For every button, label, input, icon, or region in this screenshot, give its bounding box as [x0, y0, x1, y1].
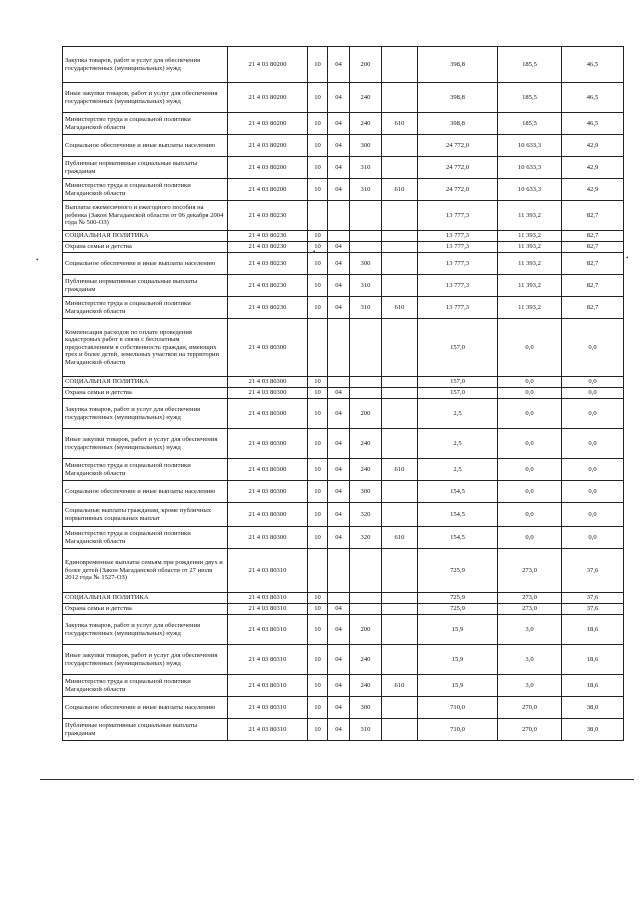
- row-target-code: 21 4 03 80310: [228, 697, 308, 719]
- table-row: [63, 297, 624, 319]
- row-percent: 46,5: [562, 83, 624, 113]
- row-section: [308, 549, 328, 593]
- row-subsection: 04: [328, 275, 350, 297]
- row-plan: 24 772,0: [418, 135, 498, 157]
- row-expense-type: [350, 604, 382, 615]
- row-name: Социальное обеспечение и иные выплаты населению: [63, 135, 228, 157]
- row-fact: 270,0: [498, 697, 562, 719]
- row-fact: 0,0: [498, 503, 562, 527]
- table-row: [63, 481, 624, 503]
- row-target-code: 21 4 03 80200: [228, 135, 308, 157]
- row-fact: 11 393,2: [498, 231, 562, 242]
- row-administrator: [382, 615, 418, 645]
- table-row: [63, 377, 624, 388]
- table-row: [63, 47, 624, 83]
- row-target-code: 21 4 03 80310: [228, 549, 308, 593]
- row-section: 10: [308, 157, 328, 179]
- row-fact: 273,0: [498, 549, 562, 593]
- row-fact: 185,5: [498, 47, 562, 83]
- row-target-code: 21 4 03 80310: [228, 604, 308, 615]
- row-administrator: [382, 83, 418, 113]
- row-percent: 38,0: [562, 719, 624, 741]
- row-name: Закупка товаров, работ и услуг для обеспечения государственных (муниципальных) нужд: [63, 399, 228, 429]
- row-target-code: 21 4 03 80200: [228, 113, 308, 135]
- row-subsection: 04: [328, 47, 350, 83]
- table-row: [63, 135, 624, 157]
- row-name: Министерство труда и социальной политики Магаданской области: [63, 527, 228, 549]
- row-section: [308, 201, 328, 231]
- row-percent: 0,0: [562, 481, 624, 503]
- row-target-code: 21 4 03 80230: [228, 231, 308, 242]
- row-expense-type: 200: [350, 399, 382, 429]
- row-name: Социальные выплаты гражданам, кроме публичных нормативных социальных выплат: [63, 503, 228, 527]
- row-name: Охрана семьи и детства: [63, 242, 228, 253]
- table-row: [63, 675, 624, 697]
- row-plan: 710,0: [418, 697, 498, 719]
- row-name: Иные закупки товаров, работ и услуг для обеспечения государственных (муниципальных) нужд: [63, 645, 228, 675]
- row-expense-type: 300: [350, 135, 382, 157]
- row-expense-type: [350, 377, 382, 388]
- row-administrator: [382, 319, 418, 377]
- table-row: [63, 253, 624, 275]
- row-administrator: [382, 604, 418, 615]
- row-fact: 0,0: [498, 459, 562, 481]
- row-target-code: 21 4 03 80310: [228, 645, 308, 675]
- row-subsection: 04: [328, 503, 350, 527]
- row-section: 10: [308, 645, 328, 675]
- row-percent: 0,0: [562, 429, 624, 459]
- row-administrator: 610: [382, 113, 418, 135]
- row-target-code: 21 4 03 80200: [228, 157, 308, 179]
- row-target-code: 21 4 03 80200: [228, 47, 308, 83]
- row-name: Социальное обеспечение и иные выплаты населению: [63, 697, 228, 719]
- row-target-code: 21 4 03 80230: [228, 297, 308, 319]
- row-name: Министерство труда и социальной политики Магаданской области: [63, 179, 228, 201]
- scan-speck: •: [313, 248, 316, 256]
- row-fact: 0,0: [498, 429, 562, 459]
- row-fact: 185,5: [498, 83, 562, 113]
- table-row: [63, 719, 624, 741]
- table-row: [63, 83, 624, 113]
- row-section: 10: [308, 179, 328, 201]
- row-plan: 13 777,3: [418, 297, 498, 319]
- row-fact: 11 393,2: [498, 297, 562, 319]
- row-target-code: 21 4 03 80300: [228, 459, 308, 481]
- row-name: Министерство труда и социальной политики Магаданской области: [63, 459, 228, 481]
- row-section: 10: [308, 253, 328, 275]
- table-row: [63, 549, 624, 593]
- row-section: 10: [308, 697, 328, 719]
- row-expense-type: [350, 549, 382, 593]
- row-section: 10: [308, 242, 328, 253]
- row-administrator: [382, 275, 418, 297]
- row-fact: 0,0: [498, 319, 562, 377]
- scan-speck: •: [36, 256, 39, 264]
- row-section: 10: [308, 527, 328, 549]
- row-percent: 46,5: [562, 113, 624, 135]
- row-percent: 0,0: [562, 388, 624, 399]
- row-subsection: 04: [328, 719, 350, 741]
- row-section: 10: [308, 459, 328, 481]
- page-bottom-rule: [40, 779, 634, 780]
- row-fact: 11 393,2: [498, 253, 562, 275]
- row-name: Министерство труда и социальной политики Магаданской области: [63, 297, 228, 319]
- row-plan: 2,5: [418, 459, 498, 481]
- row-target-code: 21 4 03 80200: [228, 83, 308, 113]
- row-administrator: [382, 645, 418, 675]
- row-percent: 18,6: [562, 675, 624, 697]
- table-row: [63, 593, 624, 604]
- row-target-code: 21 4 03 80310: [228, 675, 308, 697]
- row-name: Министерство труда и социальной политики Магаданской области: [63, 675, 228, 697]
- row-plan: 154,5: [418, 527, 498, 549]
- row-name: Социальное обеспечение и иные выплаты населению: [63, 481, 228, 503]
- row-subsection: 04: [328, 459, 350, 481]
- row-fact: 0,0: [498, 399, 562, 429]
- row-subsection: 04: [328, 179, 350, 201]
- row-target-code: 21 4 03 80300: [228, 429, 308, 459]
- row-section: 10: [308, 481, 328, 503]
- row-administrator: [382, 231, 418, 242]
- row-percent: 37,6: [562, 593, 624, 604]
- row-target-code: 21 4 03 80300: [228, 319, 308, 377]
- row-fact: 0,0: [498, 481, 562, 503]
- table-row: [63, 157, 624, 179]
- row-plan: 710,0: [418, 719, 498, 741]
- row-administrator: [382, 593, 418, 604]
- row-plan: 154,5: [418, 481, 498, 503]
- row-target-code: 21 4 03 80300: [228, 527, 308, 549]
- row-target-code: 21 4 03 80300: [228, 388, 308, 399]
- table-row: [63, 604, 624, 615]
- row-percent: 18,6: [562, 615, 624, 645]
- row-plan: 13 777,3: [418, 231, 498, 242]
- row-fact: 10 633,3: [498, 179, 562, 201]
- row-subsection: 04: [328, 253, 350, 275]
- row-section: 10: [308, 593, 328, 604]
- row-expense-type: 240: [350, 83, 382, 113]
- row-expense-type: 240: [350, 459, 382, 481]
- row-name: Закупка товаров, работ и услуг для обеспечения государственных (муниципальных) нужд: [63, 615, 228, 645]
- row-percent: 82,7: [562, 242, 624, 253]
- row-section: 10: [308, 297, 328, 319]
- row-plan: 725,9: [418, 604, 498, 615]
- row-administrator: [382, 429, 418, 459]
- row-plan: 154,5: [418, 503, 498, 527]
- row-name: СОЦИАЛЬНАЯ ПОЛИТИКА: [63, 377, 228, 388]
- row-fact: 3,0: [498, 675, 562, 697]
- row-subsection: 04: [328, 388, 350, 399]
- row-plan: 13 777,3: [418, 253, 498, 275]
- row-percent: 0,0: [562, 459, 624, 481]
- row-percent: 82,7: [562, 201, 624, 231]
- table-row: [63, 645, 624, 675]
- row-name: Министерство труда и социальной политики Магаданской области: [63, 113, 228, 135]
- row-fact: 185,5: [498, 113, 562, 135]
- row-administrator: 610: [382, 297, 418, 319]
- row-expense-type: [350, 201, 382, 231]
- row-name: Иные закупки товаров, работ и услуг для обеспечения государственных (муниципальных) нужд: [63, 429, 228, 459]
- row-subsection: [328, 593, 350, 604]
- row-subsection: 04: [328, 429, 350, 459]
- row-section: 10: [308, 429, 328, 459]
- table-row: [63, 429, 624, 459]
- row-name: СОЦИАЛЬНАЯ ПОЛИТИКА: [63, 593, 228, 604]
- row-subsection: 04: [328, 297, 350, 319]
- row-percent: 82,7: [562, 275, 624, 297]
- row-plan: 15,9: [418, 645, 498, 675]
- row-expense-type: [350, 388, 382, 399]
- row-expense-type: 310: [350, 719, 382, 741]
- row-expense-type: 200: [350, 47, 382, 83]
- row-administrator: [382, 157, 418, 179]
- row-fact: 0,0: [498, 388, 562, 399]
- row-administrator: [382, 399, 418, 429]
- row-fact: 0,0: [498, 527, 562, 549]
- row-section: 10: [308, 275, 328, 297]
- row-subsection: 04: [328, 527, 350, 549]
- row-fact: 10 633,3: [498, 157, 562, 179]
- row-percent: 82,7: [562, 297, 624, 319]
- table-row: [63, 399, 624, 429]
- row-target-code: 21 4 03 80230: [228, 201, 308, 231]
- row-name: Единовременные выплаты семьям при рождении двух и более детей (Закон Магаданской области от 27 июля 2012 года № 1527-ОЗ): [63, 549, 228, 593]
- table-row: [63, 113, 624, 135]
- row-section: 10: [308, 675, 328, 697]
- row-expense-type: 240: [350, 429, 382, 459]
- row-fact: 11 393,2: [498, 242, 562, 253]
- row-subsection: 04: [328, 83, 350, 113]
- row-expense-type: 320: [350, 503, 382, 527]
- row-administrator: [382, 135, 418, 157]
- row-target-code: 21 4 03 80300: [228, 481, 308, 503]
- row-name: Компенсация расходов по оплате проведения кадастровых работ в связи с бесплатным предоставлением в собственность граждан, имеющих трех и более детей, земельных участков на территории Магаданской области: [63, 319, 228, 377]
- row-fact: 270,0: [498, 719, 562, 741]
- table-row: [63, 275, 624, 297]
- row-expense-type: 240: [350, 645, 382, 675]
- row-name: Публичные нормативные социальные выплаты гражданам: [63, 719, 228, 741]
- row-target-code: 21 4 03 80230: [228, 275, 308, 297]
- row-administrator: [382, 242, 418, 253]
- row-expense-type: [350, 593, 382, 604]
- table-row: [63, 231, 624, 242]
- row-subsection: 04: [328, 697, 350, 719]
- row-percent: 37,6: [562, 549, 624, 593]
- row-target-code: 21 4 03 80310: [228, 719, 308, 741]
- row-administrator: [382, 549, 418, 593]
- row-subsection: 04: [328, 113, 350, 135]
- row-percent: 38,0: [562, 697, 624, 719]
- row-percent: 0,0: [562, 527, 624, 549]
- row-expense-type: 200: [350, 615, 382, 645]
- row-fact: 10 633,3: [498, 135, 562, 157]
- row-plan: 398,8: [418, 113, 498, 135]
- row-name: СОЦИАЛЬНАЯ ПОЛИТИКА: [63, 231, 228, 242]
- row-name: Социальное обеспечение и иные выплаты населению: [63, 253, 228, 275]
- row-expense-type: [350, 319, 382, 377]
- row-fact: 273,0: [498, 593, 562, 604]
- row-plan: 725,9: [418, 593, 498, 604]
- row-subsection: [328, 377, 350, 388]
- row-target-code: 21 4 03 80230: [228, 253, 308, 275]
- row-administrator: [382, 697, 418, 719]
- row-subsection: 04: [328, 157, 350, 179]
- row-plan: 157,0: [418, 388, 498, 399]
- table-row: [63, 319, 624, 377]
- row-subsection: 04: [328, 675, 350, 697]
- row-fact: 273,0: [498, 604, 562, 615]
- row-plan: 13 777,3: [418, 275, 498, 297]
- row-name: Закупка товаров, работ и услуг для обеспечения государственных (муниципальных) нужд: [63, 47, 228, 83]
- row-administrator: [382, 201, 418, 231]
- table-row: [63, 615, 624, 645]
- row-section: 10: [308, 503, 328, 527]
- row-name: Выплаты ежемесячного и ежегодного пособия на ребенка (Закон Магаданской области от 06 декабря 2004 года № 500-ОЗ): [63, 201, 228, 231]
- row-section: 10: [308, 231, 328, 242]
- row-administrator: [382, 388, 418, 399]
- row-expense-type: 240: [350, 675, 382, 697]
- row-section: 10: [308, 719, 328, 741]
- table-row: [63, 527, 624, 549]
- row-section: 10: [308, 615, 328, 645]
- row-target-code: 21 4 03 80310: [228, 593, 308, 604]
- row-administrator: [382, 253, 418, 275]
- row-plan: 15,9: [418, 615, 498, 645]
- row-section: 10: [308, 399, 328, 429]
- row-percent: 82,7: [562, 253, 624, 275]
- table-row: [63, 697, 624, 719]
- row-administrator: [382, 481, 418, 503]
- row-target-code: 21 4 03 80300: [228, 377, 308, 388]
- row-plan: 13 777,3: [418, 242, 498, 253]
- row-section: 10: [308, 113, 328, 135]
- row-expense-type: 310: [350, 157, 382, 179]
- row-percent: 82,7: [562, 231, 624, 242]
- row-plan: 24 772,0: [418, 157, 498, 179]
- row-percent: 18,6: [562, 645, 624, 675]
- row-administrator: 610: [382, 459, 418, 481]
- row-administrator: [382, 377, 418, 388]
- row-plan: 157,0: [418, 319, 498, 377]
- budget-table: [62, 46, 624, 741]
- row-plan: 24 772,0: [418, 179, 498, 201]
- row-percent: 0,0: [562, 377, 624, 388]
- row-name: Публичные нормативные социальные выплаты гражданам: [63, 275, 228, 297]
- table-row: [63, 179, 624, 201]
- table-row: [63, 242, 624, 253]
- row-subsection: 04: [328, 135, 350, 157]
- row-subsection: 04: [328, 399, 350, 429]
- row-section: [308, 319, 328, 377]
- row-expense-type: 300: [350, 253, 382, 275]
- row-administrator: 610: [382, 179, 418, 201]
- row-target-code: 21 4 03 80230: [228, 242, 308, 253]
- row-section: 10: [308, 83, 328, 113]
- scan-speck: •: [626, 254, 629, 262]
- row-expense-type: [350, 231, 382, 242]
- row-subsection: [328, 231, 350, 242]
- row-name: Охрана семьи и детства: [63, 388, 228, 399]
- row-name: Публичные нормативные социальные выплаты гражданам: [63, 157, 228, 179]
- row-percent: 42,9: [562, 135, 624, 157]
- row-administrator: 610: [382, 527, 418, 549]
- row-target-code: 21 4 03 80310: [228, 615, 308, 645]
- row-plan: 2,5: [418, 429, 498, 459]
- row-administrator: [382, 47, 418, 83]
- row-section: 10: [308, 135, 328, 157]
- row-subsection: 04: [328, 604, 350, 615]
- row-percent: 42,9: [562, 179, 624, 201]
- row-percent: 46,5: [562, 47, 624, 83]
- row-subsection: 04: [328, 645, 350, 675]
- row-subsection: [328, 319, 350, 377]
- row-subsection: 04: [328, 242, 350, 253]
- row-subsection: [328, 201, 350, 231]
- row-expense-type: [350, 242, 382, 253]
- row-subsection: 04: [328, 615, 350, 645]
- row-administrator: [382, 719, 418, 741]
- row-expense-type: 310: [350, 297, 382, 319]
- row-section: 10: [308, 604, 328, 615]
- row-plan: 13 777,3: [418, 201, 498, 231]
- row-fact: 11 393,2: [498, 201, 562, 231]
- row-percent: 0,0: [562, 503, 624, 527]
- row-plan: 2,5: [418, 399, 498, 429]
- row-target-code: 21 4 03 80300: [228, 399, 308, 429]
- row-percent: 0,0: [562, 319, 624, 377]
- row-fact: 3,0: [498, 645, 562, 675]
- row-target-code: 21 4 03 80300: [228, 503, 308, 527]
- table-row: [63, 201, 624, 231]
- table-body: [63, 47, 624, 741]
- row-plan: 725,9: [418, 549, 498, 593]
- row-expense-type: 300: [350, 697, 382, 719]
- row-administrator: [382, 503, 418, 527]
- row-fact: 0,0: [498, 377, 562, 388]
- row-fact: 11 393,2: [498, 275, 562, 297]
- row-subsection: [328, 549, 350, 593]
- row-plan: 398,8: [418, 83, 498, 113]
- row-section: 10: [308, 377, 328, 388]
- row-expense-type: 310: [350, 179, 382, 201]
- row-plan: 15,9: [418, 675, 498, 697]
- row-expense-type: 310: [350, 275, 382, 297]
- row-section: 10: [308, 388, 328, 399]
- row-subsection: 04: [328, 481, 350, 503]
- row-percent: 42,9: [562, 157, 624, 179]
- row-administrator: 610: [382, 675, 418, 697]
- row-plan: 398,8: [418, 47, 498, 83]
- row-name: Охрана семьи и детства: [63, 604, 228, 615]
- row-name: Иные закупки товаров, работ и услуг для обеспечения государственных (муниципальных) нужд: [63, 83, 228, 113]
- table-row: [63, 459, 624, 481]
- row-percent: 0,0: [562, 399, 624, 429]
- row-section: 10: [308, 47, 328, 83]
- table-row: [63, 503, 624, 527]
- row-expense-type: 320: [350, 527, 382, 549]
- row-percent: 37,6: [562, 604, 624, 615]
- row-target-code: 21 4 03 80200: [228, 179, 308, 201]
- row-expense-type: 240: [350, 113, 382, 135]
- row-fact: 3,0: [498, 615, 562, 645]
- row-plan: 157,0: [418, 377, 498, 388]
- table-row: [63, 388, 624, 399]
- row-expense-type: 300: [350, 481, 382, 503]
